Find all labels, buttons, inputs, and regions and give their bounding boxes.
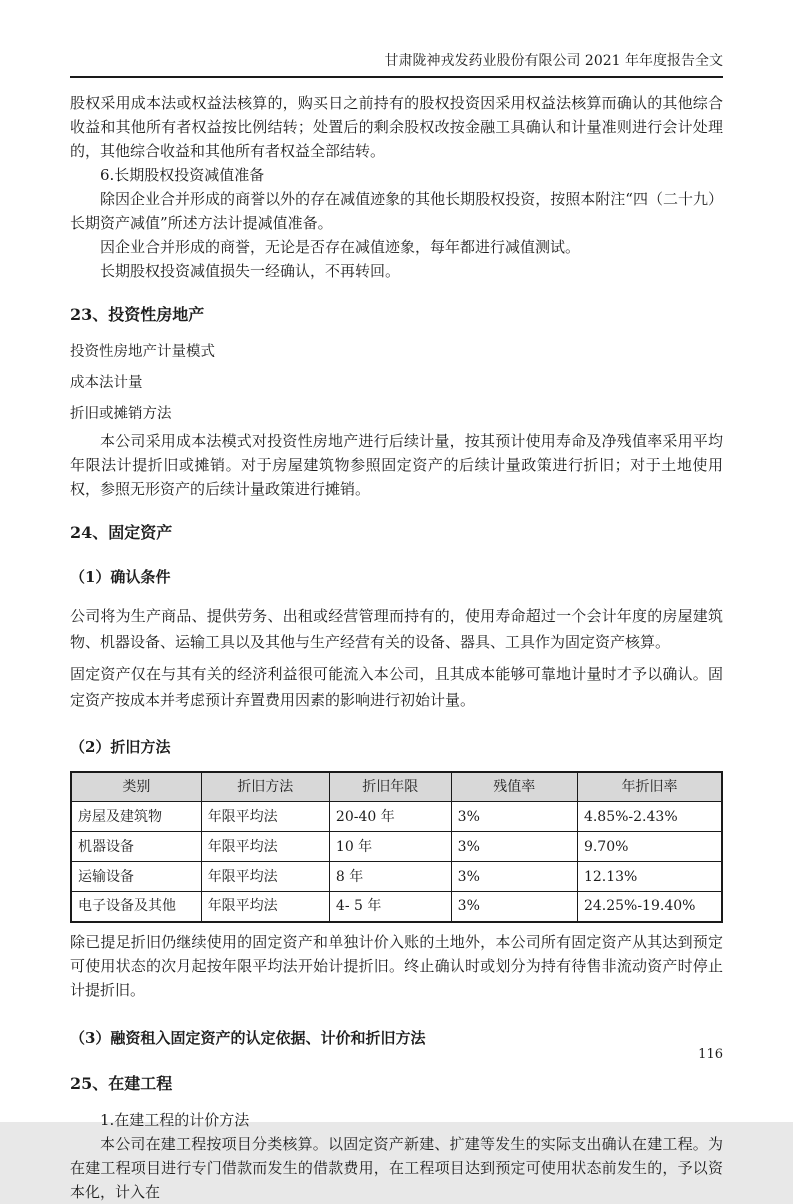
sec25-item1-title: 1.在建工程的计价方法 — [100, 1110, 250, 1129]
cell-category: 房屋及建筑物 — [71, 802, 201, 832]
sec25-paragraph: 本公司在建工程按项目分类核算。以固定资产新建、扩建等发生的实际支出确认在建工程。为在建工程项目进行专门借款而发生的借款费用，在工程项目达到预定可使用状态前发生的，予以资本化，计入在 — [70, 1134, 723, 1201]
section-25-heading: 25、在建工程 — [70, 1073, 173, 1093]
cell-residual-rate: 3% — [451, 832, 577, 862]
sec23-paragraph: 本公司采用成本法模式对投资性房地产进行后续计量，按其预计使用寿命及净残值率采用平均年限法计提折旧或摊销。对于房屋建筑物参照固定资产的后续计量政策进行折旧；对于土地使用权，参照无形资产的后续计量政策进行摊销。 — [70, 432, 723, 498]
page-content — [70, 52, 723, 1204]
cell-annual-rate: 12.13% — [577, 862, 722, 892]
sec24-sub1-paragraph-1: 公司将为生产商品、提供劳务、出租或经营管理而持有的，使用寿命超过一个会计年度的房屋建筑物、机器设备、运输工具以及其他与生产经营有关的设备、器具、工具作为固定资产核算。 — [70, 607, 723, 651]
cell-years: 4- 5 年 — [329, 892, 451, 922]
sec23-measurement-mode-line: 投资性房地产计量模式 — [70, 344, 215, 360]
cell-residual-rate: 3% — [451, 802, 577, 832]
item6-title: 6.长期股权投资减值准备 — [100, 166, 265, 184]
sec24-sub3-heading: （3）融资租入固定资产的认定依据、计价和折旧方法 — [70, 1028, 426, 1047]
cell-method: 年限平均法 — [201, 832, 329, 862]
cell-years: 10 年 — [329, 832, 451, 862]
sec24-sub2-paragraph: 除已提足折旧仍继续使用的固定资产和单独计价入账的土地外，本公司所有固定资产从其达到预定可使用状态的次月起按年限平均法开始计提折旧。终止确认时或划分为持有待售非流动资产时停止计提折旧。 — [70, 932, 723, 999]
page-header-title: 甘肃陇神戎发药业股份有限公司 2021 年年度报告全文 — [70, 52, 723, 78]
cell-annual-rate: 4.85%-2.43% — [577, 802, 722, 832]
cell-residual-rate: 3% — [451, 862, 577, 892]
document-body — [70, 91, 723, 1204]
section-24-heading: 24、固定资产 — [70, 523, 173, 542]
sec23-depreciation-method-line: 折旧或摊销方法 — [70, 406, 172, 422]
paragraph-equity-continuation: 股权采用成本法或权益法核算的，购买日之前持有的股权投资因采用权益法核算而确认的其他综合收益和其他所有者权益按比例结转；处置后的剩余股权改按金融工具确认和计量准则进行会计处理的，其他综合收益和其他所有者权益全部结转。 — [70, 94, 723, 160]
cell-annual-rate: 9.70% — [577, 832, 722, 862]
sec23-cost-method-line: 成本法计量 — [70, 375, 143, 391]
table-row — [71, 892, 722, 922]
cell-years: 8 年 — [329, 862, 451, 892]
col-header-years: 折旧年限 — [329, 772, 451, 802]
cell-method: 年限平均法 — [201, 892, 329, 922]
table-row — [71, 832, 722, 862]
cell-method: 年限平均法 — [201, 802, 329, 832]
col-header-annual-rate: 年折旧率 — [577, 772, 722, 802]
cell-category: 运输设备 — [71, 862, 201, 892]
item6-paragraph-2: 因企业合并形成的商誉，无论是否存在减值迹象，每年都进行减值测试。 — [100, 238, 581, 256]
table-row — [71, 802, 722, 832]
cell-method: 年限平均法 — [201, 862, 329, 892]
item6-paragraph-1: 除因企业合并形成的商誉以外的存在减值迹象的其他长期股权投资，按照本附注“四（二十九）长期资产减值”所述方法计提减值准备。 — [70, 190, 723, 232]
sec24-sub1-heading: （1）确认条件 — [70, 568, 171, 586]
table-header-row — [71, 772, 722, 802]
cell-years: 20-40 年 — [329, 802, 451, 832]
col-header-residual-rate: 残值率 — [451, 772, 577, 802]
cell-category: 机器设备 — [71, 832, 201, 862]
col-header-category: 类别 — [71, 772, 201, 802]
section-23-heading: 23、投资性房地产 — [70, 305, 205, 324]
sec24-sub2-heading: （2）折旧方法 — [70, 738, 171, 756]
cell-category: 电子设备及其他 — [71, 892, 201, 922]
cell-residual-rate: 3% — [451, 892, 577, 922]
depreciation-table — [70, 771, 723, 923]
item6-paragraph-3: 长期股权投资减值损失一经确认，不再转回。 — [100, 262, 401, 280]
sec24-sub1-paragraph-2: 固定资产仅在与其有关的经济利益很可能流入本公司，且其成本能够可靠地计量时才予以确认。固定资产按成本并考虑预计弃置费用因素的影响进行初始计量。 — [70, 665, 723, 709]
col-header-method: 折旧方法 — [201, 772, 329, 802]
table-row — [71, 862, 722, 892]
page-number: 116 — [698, 1047, 723, 1062]
cell-annual-rate: 24.25%-19.40% — [577, 892, 722, 922]
